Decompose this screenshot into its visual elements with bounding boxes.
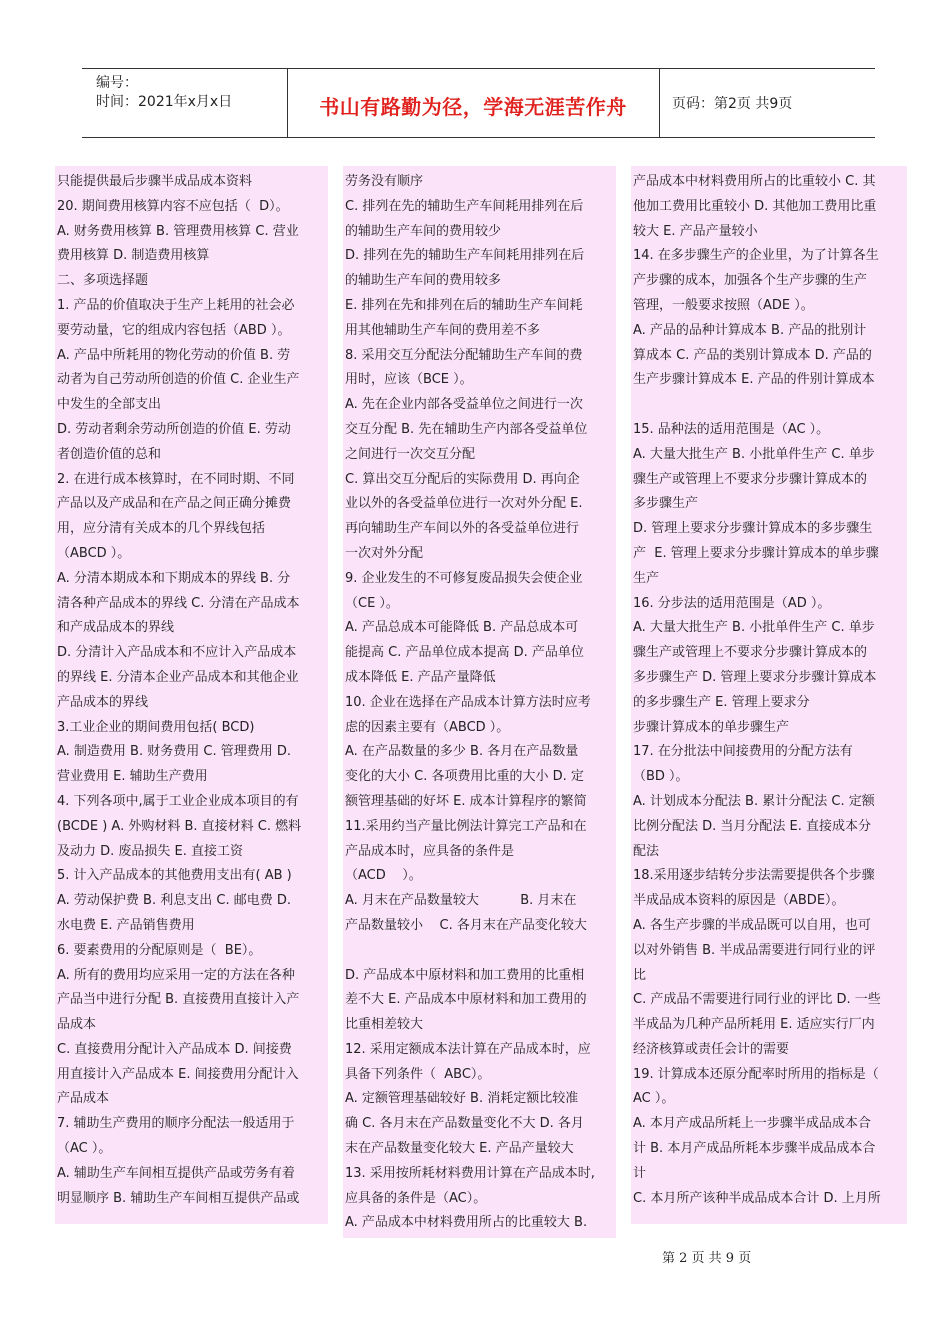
text-line: 二、多项选择题 bbox=[57, 273, 149, 289]
text-line: C. 产成品不需要进行同行业的评比 D. 一些 bbox=[633, 992, 881, 1008]
text-line: A. 辅助生产车间相互提供产品或劳务有着 bbox=[57, 1165, 295, 1181]
text-line: 12. 采用定额成本法计算在产品成本时，应 bbox=[345, 1041, 591, 1057]
text-line: 能提高 C. 产品单位成本提高 D. 产品单位 bbox=[345, 645, 584, 661]
text-line: A. 产品总成本可能降低 B. 产品总成本可 bbox=[345, 620, 579, 636]
header-motto-cell bbox=[287, 69, 660, 137]
text-line: 15. 品种法的适用范围是（AC ）。 bbox=[633, 421, 830, 437]
text-line: （AC ）。 bbox=[57, 1141, 112, 1157]
text-line: 的界线 E. 分清本企业产品成本和其他企业 bbox=[57, 669, 299, 685]
text-line: 水电费 E. 产品销售费用 bbox=[57, 917, 195, 933]
text-line: 用其他辅助生产车间的费用差不多 bbox=[345, 322, 541, 338]
text-line: 骤生产或管理上不要求分步骤计算成本的 bbox=[633, 645, 868, 661]
text-line: 他加工费用比重较小 D. 其他加工费用比重 bbox=[633, 198, 877, 214]
text-line: D. 劳动者剩余劳动所创造的价值 E. 劳动 bbox=[57, 421, 291, 437]
text-line: 4. 下列各项中,属于工业企业成本项目的有 bbox=[57, 793, 299, 809]
number-label: 编号： bbox=[96, 75, 138, 91]
text-line: A. 产品的品种计算成本 B. 产品的批别计 bbox=[633, 322, 867, 338]
text-line: 步骤计算成本的单步骤生产 bbox=[633, 719, 790, 735]
page-number-label: 页码：第2页 共9页 bbox=[672, 96, 793, 112]
text-line: A. 先在企业内部各受益单位之间进行一次 bbox=[345, 397, 583, 413]
text-line: A. 定额管理基础较好 B. 消耗定额比较准 bbox=[345, 1091, 579, 1107]
text-line: (BCDE ) A. 外购材料 B. 直接材料 C. 燃料 bbox=[57, 818, 302, 834]
text-line: 用直接计入产品成本 E. 间接费用分配计入 bbox=[57, 1066, 299, 1082]
text-line: 17. 在分批法中间接费用的分配方法有 bbox=[633, 744, 853, 760]
text-line: 产品成本时，应具备的条件是 bbox=[345, 843, 515, 859]
text-line: C. 排列在先的辅助生产车间耗用排列在后 bbox=[345, 198, 584, 214]
text-line: 的辅助生产车间的费用较少 bbox=[345, 223, 502, 239]
text-line: A. 大量大批生产 B. 小批单件生产 C. 单步 bbox=[633, 620, 875, 636]
text-line: A. 月末在产品数量较大 B. 月末在 bbox=[345, 893, 577, 909]
text-line: 动者为自己劳动所创造的价值 C. 企业生产 bbox=[57, 372, 300, 388]
page-header bbox=[82, 68, 875, 138]
text-line: （CE ）。 bbox=[345, 595, 399, 611]
text-line: 11.采用约当产量比例法计算完工产品和在 bbox=[345, 818, 587, 834]
text-line: 19. 计算成本还原分配率时所用的指标是（ bbox=[633, 1066, 879, 1082]
text-line: C. 直接费用分配计入产品成本 D. 间接费 bbox=[57, 1041, 292, 1057]
text-line: A. 所有的费用均应采用一定的方法在各种 bbox=[57, 967, 295, 983]
text-line: A. 产品成本中材料费用所占的比重较大 B. bbox=[345, 1215, 588, 1231]
text-line: 交互分配 B. 先在辅助生产内部各受益单位 bbox=[345, 421, 588, 437]
text-line: C. 算出交互分配后的实际费用 D. 再向企 bbox=[345, 471, 580, 487]
text-line: D. 排列在先的辅助生产车间耗用排列在后 bbox=[345, 248, 585, 264]
text-line: A. 本月产成品所耗上一步骤半成品成本合 bbox=[633, 1116, 871, 1132]
text-line: 产品成本 bbox=[57, 1091, 110, 1107]
text-line: 2. 在进行成本核算时，在不同时期、不同 bbox=[57, 471, 295, 487]
text-line: 多步骤生产 bbox=[633, 496, 699, 512]
text-line: 算成本 C. 产品的类别计算成本 D. 产品的 bbox=[633, 347, 872, 363]
text-line: A. 劳动保护费 B. 利息支出 C. 邮电费 D. bbox=[57, 893, 291, 909]
text-line: 产品成本的界线 bbox=[57, 694, 149, 710]
text-line: 18.采用逐步结转分步法需要提供各个步骤 bbox=[633, 868, 875, 884]
text-line: A. 制造费用 B. 财务费用 C. 管理费用 D. bbox=[57, 744, 291, 760]
text-line: 虑的因素主要有（ABCD ）。 bbox=[345, 719, 510, 735]
text-line: 之间进行一次交互分配 bbox=[345, 446, 476, 462]
text-column-1 bbox=[55, 166, 328, 1224]
text-line: 具备下列条件（ ABC）。 bbox=[345, 1066, 491, 1082]
text-line: A. 大量大批生产 B. 小批单件生产 C. 单步 bbox=[633, 446, 875, 462]
text-line: 中发生的全部支出 bbox=[57, 397, 162, 413]
text-line: 应具备的条件是（AC）。 bbox=[345, 1190, 487, 1206]
text-line: A. 计划成本分配法 B. 累计分配法 C. 定额 bbox=[633, 793, 875, 809]
text-line: 计 bbox=[633, 1165, 647, 1181]
text-line: 确 C. 各月末在产品数量变化不大 D. 各月 bbox=[345, 1116, 584, 1132]
text-line: （ABCD ）。 bbox=[57, 545, 131, 561]
text-line: 费用核算 D. 制造费用核算 bbox=[57, 248, 210, 264]
header-meta-cell bbox=[82, 69, 288, 137]
text-line: 用，应分清有关成本的几个界线包括 bbox=[57, 521, 266, 537]
text-line: 比重相差较大 bbox=[345, 1017, 424, 1033]
text-line: A. 财务费用核算 B. 管理费用核算 C. 营业 bbox=[57, 223, 299, 239]
text-line: 经济核算或责任会计的需要 bbox=[633, 1041, 790, 1057]
text-line: 半成品成本资料的原因是（ABDE）。 bbox=[633, 893, 845, 909]
text-line bbox=[633, 393, 905, 418]
text-line: 品成本 bbox=[57, 1017, 97, 1033]
text-line: 20. 期间费用核算内容不应包括（ D）。 bbox=[57, 198, 289, 214]
text-line: 产步骤的成本，加强各个生产步骤的生产 bbox=[633, 273, 868, 289]
text-line: E. 排列在先和排列在后的辅助生产车间耗 bbox=[345, 297, 583, 313]
text-line: D. 管理上要求分步骤计算成本的多步骤生 bbox=[633, 521, 873, 537]
text-line: 产品当中进行分配 B. 直接费用直接计入产 bbox=[57, 992, 300, 1008]
text-line: （ACD ）。 bbox=[345, 868, 422, 884]
motto-text: 书山有路勤为径，学海无涯苦作舟 bbox=[319, 95, 627, 119]
text-line: 9. 企业发生的不可修复废品损失会使企业 bbox=[345, 570, 583, 586]
text-line: 半成品为几种产品所耗用 E. 适应实行厂内 bbox=[633, 1017, 875, 1033]
text-line: 的辅助生产车间的费用较多 bbox=[345, 273, 502, 289]
text-line: 多步骤生产 D. 管理上要求分步骤计算成本 bbox=[633, 669, 877, 685]
text-line: 16. 分步法的适用范围是（AD ）。 bbox=[633, 595, 831, 611]
text-line: 比例分配法 D. 当月分配法 E. 直接成本分 bbox=[633, 818, 872, 834]
text-column-2 bbox=[343, 166, 616, 1238]
text-line: 和产成品成本的界线 bbox=[57, 620, 175, 636]
text-line: 额管理基础的好坏 E. 成本计算程序的繁简 bbox=[345, 793, 587, 809]
text-line: 14. 在多步骤生产的企业里，为了计算各生 bbox=[633, 248, 879, 264]
text-column-3 bbox=[631, 166, 907, 1224]
text-line: 产品成本中材料费用所占的比重较小 C. 其 bbox=[633, 174, 876, 189]
time-label: 时间：2021年x月x日 bbox=[96, 94, 233, 110]
text-line: 清各种产品成本的界线 C. 分清在产品成本 bbox=[57, 595, 300, 611]
text-line: A. 在产品数量的多少 B. 各月在产品数量 bbox=[345, 744, 579, 760]
text-line: 生产 bbox=[633, 570, 660, 586]
text-line: 要劳动量，它的组成内容包括（ABD ）。 bbox=[57, 322, 291, 338]
text-line: 比 bbox=[633, 967, 647, 983]
text-line: 6. 要素费用的分配原则是（ BE）。 bbox=[57, 942, 262, 958]
text-line: 管理，一般要求按照（ADE ）。 bbox=[633, 297, 814, 313]
text-line: 再向辅助生产车间以外的各受益单位进行 bbox=[345, 521, 580, 537]
text-line: 劳务没有顺序 bbox=[345, 174, 424, 189]
text-line: 的多步骤生产 E. 管理上要求分 bbox=[633, 694, 810, 710]
header-page-cell bbox=[660, 69, 875, 137]
text-line: 用时，应该（BCE ）。 bbox=[345, 372, 473, 388]
text-line: 末在产品数量变化较大 E. 产品产量较大 bbox=[345, 1141, 574, 1157]
text-line bbox=[345, 939, 614, 964]
text-line: 及动力 D. 废品损失 E. 直接工资 bbox=[57, 843, 244, 859]
text-line: 产品数量较小 C. 各月末在产品变化较大 bbox=[345, 917, 587, 933]
text-line: 明显顺序 B. 辅助生产车间相互提供产品或 bbox=[57, 1190, 300, 1206]
text-line: 以对外销售 B. 半成品需要进行同行业的评 bbox=[633, 942, 876, 958]
text-line: 1. 产品的价值取决于生产上耗用的社会必 bbox=[57, 297, 295, 313]
text-line: 差不大 E. 产品成本中原材料和加工费用的 bbox=[345, 992, 587, 1008]
text-line: C. 本月所产该种半成品成本合计 D. 上月所 bbox=[633, 1190, 881, 1206]
text-line: 业以外的各受益单位进行一次对外分配 E. bbox=[345, 496, 583, 512]
text-line: 7. 辅助生产费用的顺序分配法一般适用于 bbox=[57, 1116, 295, 1132]
text-line: A. 分清本期成本和下期成本的界线 B. 分 bbox=[57, 570, 291, 586]
text-line: 成本降低 E. 产品产量降低 bbox=[345, 669, 496, 685]
text-line: 变化的大小 C. 各项费用比重的大小 D. 定 bbox=[345, 769, 584, 785]
text-line: 3.工业企业的期间费用包括( BCD) bbox=[57, 719, 255, 735]
text-line: 者创造价值的总和 bbox=[57, 446, 162, 462]
text-line: 13. 采用按所耗材料费用计算在产品成本时, bbox=[345, 1165, 595, 1181]
text-line: 生产步骤计算成本 E. 产品的件别计算成本 bbox=[633, 372, 875, 388]
text-line: A. 产品中所耗用的物化劳动的价值 B. 劳 bbox=[57, 347, 291, 363]
text-line: 骤生产或管理上不要求分步骤计算成本的 bbox=[633, 471, 868, 487]
text-line: 计 B. 本月产成品所耗本步骤半成品成本合 bbox=[633, 1141, 876, 1157]
text-line: （BD ）。 bbox=[633, 769, 689, 785]
text-line: 产品以及产成品和在产品之间正确分摊费 bbox=[57, 496, 292, 512]
text-line: 配法 bbox=[633, 843, 660, 859]
text-line: 营业费用 E. 辅助生产费用 bbox=[57, 769, 208, 785]
page-footer: 第 2 页 共 9 页 bbox=[662, 1251, 752, 1266]
text-line: D. 分清计入产品成本和不应计入产品成本 bbox=[57, 645, 297, 661]
text-line: AC ）。 bbox=[633, 1091, 675, 1107]
text-line: D. 产品成本中原材料和加工费用的比重相 bbox=[345, 967, 585, 983]
text-line: 只能提供最后步骤半成品成本资料 bbox=[57, 174, 253, 189]
text-line: 产 E. 管理上要求分步骤计算成本的单步骤 bbox=[633, 545, 879, 561]
text-line: 10. 企业在选择在产品成本计算方法时应考 bbox=[345, 694, 591, 710]
text-line: 较大 E. 产品产量较小 bbox=[633, 223, 758, 239]
text-line: A. 各生产步骤的半成品既可以自用，也可 bbox=[633, 917, 871, 933]
text-line: 一次对外分配 bbox=[345, 545, 424, 561]
text-line: 5. 计入产品成本的其他费用支出有( AB ) bbox=[57, 868, 292, 884]
text-line: 8. 采用交互分配法分配辅助生产车间的费 bbox=[345, 347, 583, 363]
